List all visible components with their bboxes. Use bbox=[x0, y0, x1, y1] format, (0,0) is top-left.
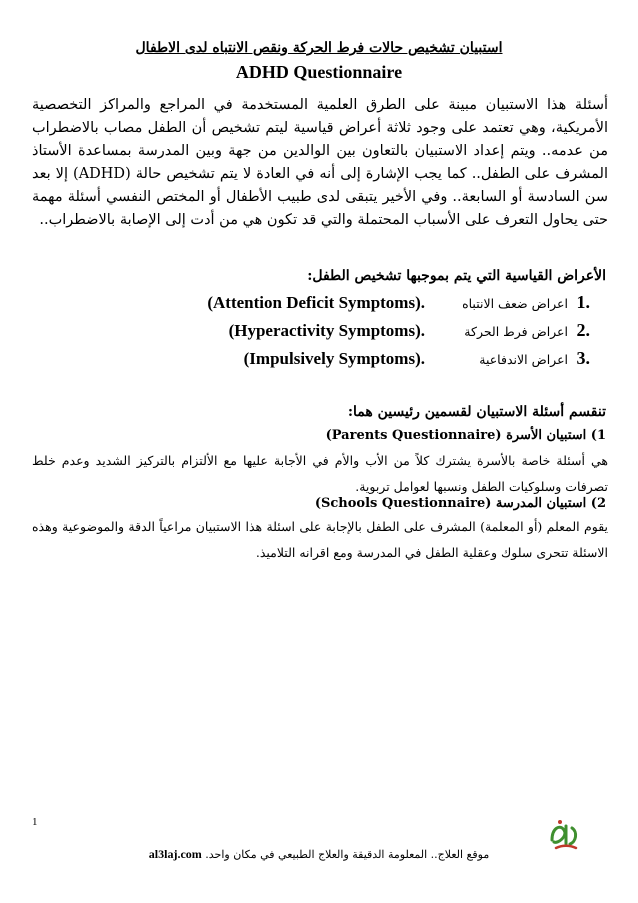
parents-section-title: 1) استبيان الأسرة (Parents Questionnaire) bbox=[325, 428, 606, 443]
symptom-number: 2. bbox=[576, 320, 590, 340]
symptom-item bbox=[150, 348, 590, 372]
schools-section-text: يقوم المعلم (أو المعلمة) المشرف على الطفل بالإجابة على اسئلة هذا الاستبيان مراعياً الدقة والموضوعية وهذه الاسئلة تتحرى سلوك وعقلية الطفل في المدرسة ومع اقرانه التلاميذ. bbox=[32, 519, 608, 560]
division-heading: تنقسم أسئلة الاستبيان لقسمين رئيسين هما: bbox=[347, 404, 606, 420]
footer-tagline: موقع العلاج.. المعلومة الدقيقة والعلاج الطبيعي في مكان واحد. bbox=[205, 848, 490, 861]
symptom-label-ar: اعراض فرط الحركة bbox=[464, 324, 568, 339]
symptom-label-ar: اعراض الاندفاعية bbox=[479, 352, 568, 367]
symptom-label-en: (Attention Deficit Symptoms). bbox=[207, 293, 425, 312]
english-title: ADHD Questionnaire bbox=[235, 62, 403, 82]
symptoms-heading: الأعراض القياسية التي يتم بموجبها تشخيص الطفل: bbox=[307, 268, 606, 284]
schools-section-title: 2) استبيان المدرسة (Schools Questionnaire) bbox=[314, 496, 606, 511]
symptom-item bbox=[150, 292, 590, 316]
symptom-number: 3. bbox=[576, 348, 590, 368]
footer-site-link[interactable]: al3laj.com bbox=[148, 847, 202, 861]
footer bbox=[0, 847, 638, 862]
symptom-label-en: (Impulsively Symptoms). bbox=[243, 349, 425, 368]
symptom-label-ar: اعراض ضعف الانتباه bbox=[462, 296, 568, 311]
symptom-item bbox=[150, 320, 590, 344]
intro-paragraph: أسئلة هذا الاستبيان مبينة على الطرق العلمية المستخدمة في المراجع والمراكز التخصصية الأمريكية، وهي تعتمد على وجود ثلاثة أعراض قياسية ليتم تشخيص أن الطفل مصاب بالاضطراب من عدمه.. ويتم إعداد الاستبيان بالتعاون بين الوالدين من جهة وبين المدرسة بمساعدة الأستاذ المشرف على الطفل.. كما يجب الإشارة إلى أنه في العادة لا يتم تشخيص حالة (ADHD) إلا بعد سن السادسة أو السابعة.. وفي الأخير يتبقى لدى طبيب الأطفال أو المختص النفسي أسئلة مهمة حتى يحاول التعرف على الأسباب المحتملة والتي قد تكون هي من أدت إلى الإصابة بالاضطراب.. bbox=[32, 97, 608, 228]
symptom-label-en: (Hyperactivity Symptoms). bbox=[228, 321, 425, 340]
page-number: 1 bbox=[32, 816, 38, 828]
parents-section-text: هي أسئلة خاصة بالأسرة يشترك كلاً من الأب والأم في الأجابة عليها مع الألتزام بالتركيز الشديد وعدم خلط تصرفات وسلوكيات الطفل ونسبها لعوامل تربوية. bbox=[32, 453, 608, 494]
symptom-number: 1. bbox=[576, 292, 590, 312]
arabic-title: استبيان تشخيص حالات فرط الحركة ونقص الانتباه لدى الاطفال bbox=[135, 40, 503, 56]
